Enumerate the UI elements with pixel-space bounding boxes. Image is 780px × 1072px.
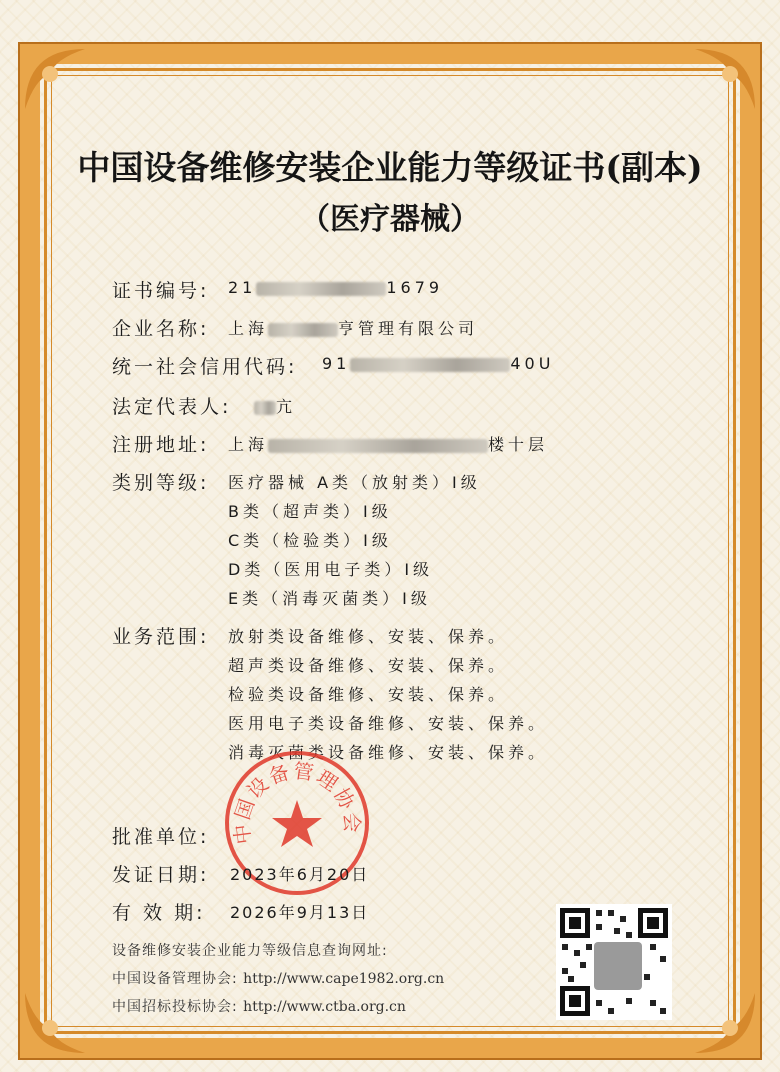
cert-no-label: 证书编号: [112,280,210,302]
query-title: 设备维修安装企业能力等级信息查询网址: [112,943,388,959]
category-item: B类（超声类）I级 [228,502,392,521]
org-2: 中国招标投标协会: [112,999,238,1015]
issue-date-label: 发证日期: [112,864,210,886]
issue-date-value: 2023年6月20日 [230,865,370,884]
legal-rep-label: 法定代表人: [112,396,232,418]
url-1-link[interactable]: http://www.cape1982.org.cn [243,971,445,987]
legal-rep-value: 亢 [254,394,296,417]
corner-ornament-icon [20,44,90,114]
scope-item: 消毒灭菌类设备维修、安装、保养。 [228,743,549,762]
category-item: 医疗器械 A类（放射类）I级 [228,473,481,492]
scope-item: 放射类设备维修、安装、保养。 [228,627,509,646]
category-item: C类（检验类）I级 [228,531,392,550]
address-label: 注册地址: [112,434,210,456]
company-value: 上海 亨管理有限公司 [228,319,479,338]
scope-item: 医用电子类设备维修、安装、保养。 [228,714,549,733]
corner-ornament-icon [20,988,90,1058]
category-item: D类（医用电子类）I级 [228,560,434,579]
certificate-title: 中国设备维修安装企业能力等级证书(副本) [77,148,703,187]
address-value: 上海 楼十层 [228,435,549,454]
url-2-link[interactable]: http://www.ctba.org.cn [243,999,406,1015]
scope-item: 检验类设备维修、安装、保养。 [228,685,509,704]
certificate-subtitle: （医疗器械） [300,202,480,237]
seal-text: 中国设备管理协会 [229,758,365,846]
valid-date-value: 2026年9月13日 [230,903,370,922]
category-item: E类（消毒灭菌类）I级 [228,589,431,608]
valid-date-label: 有 效 期: [112,902,206,924]
company-label: 企业名称: [112,318,210,340]
credit-code-value: 91 40U [322,354,555,373]
credit-code-label: 统一社会信用代码: [112,356,298,378]
qr-code-icon [556,904,672,1020]
approver-label: 批准单位: [112,826,210,848]
scope-label: 业务范围: [112,626,210,648]
query-line-1 [112,968,444,988]
category-label: 类别等级: [112,472,210,494]
corner-ornament-icon [690,44,760,114]
query-line-2 [112,996,406,1016]
corner-ornament-icon [690,988,760,1058]
scope-item: 超声类设备维修、安装、保养。 [228,656,509,675]
org-1: 中国设备管理协会: [112,971,238,987]
cert-no-value: 21 1679 [228,278,444,297]
